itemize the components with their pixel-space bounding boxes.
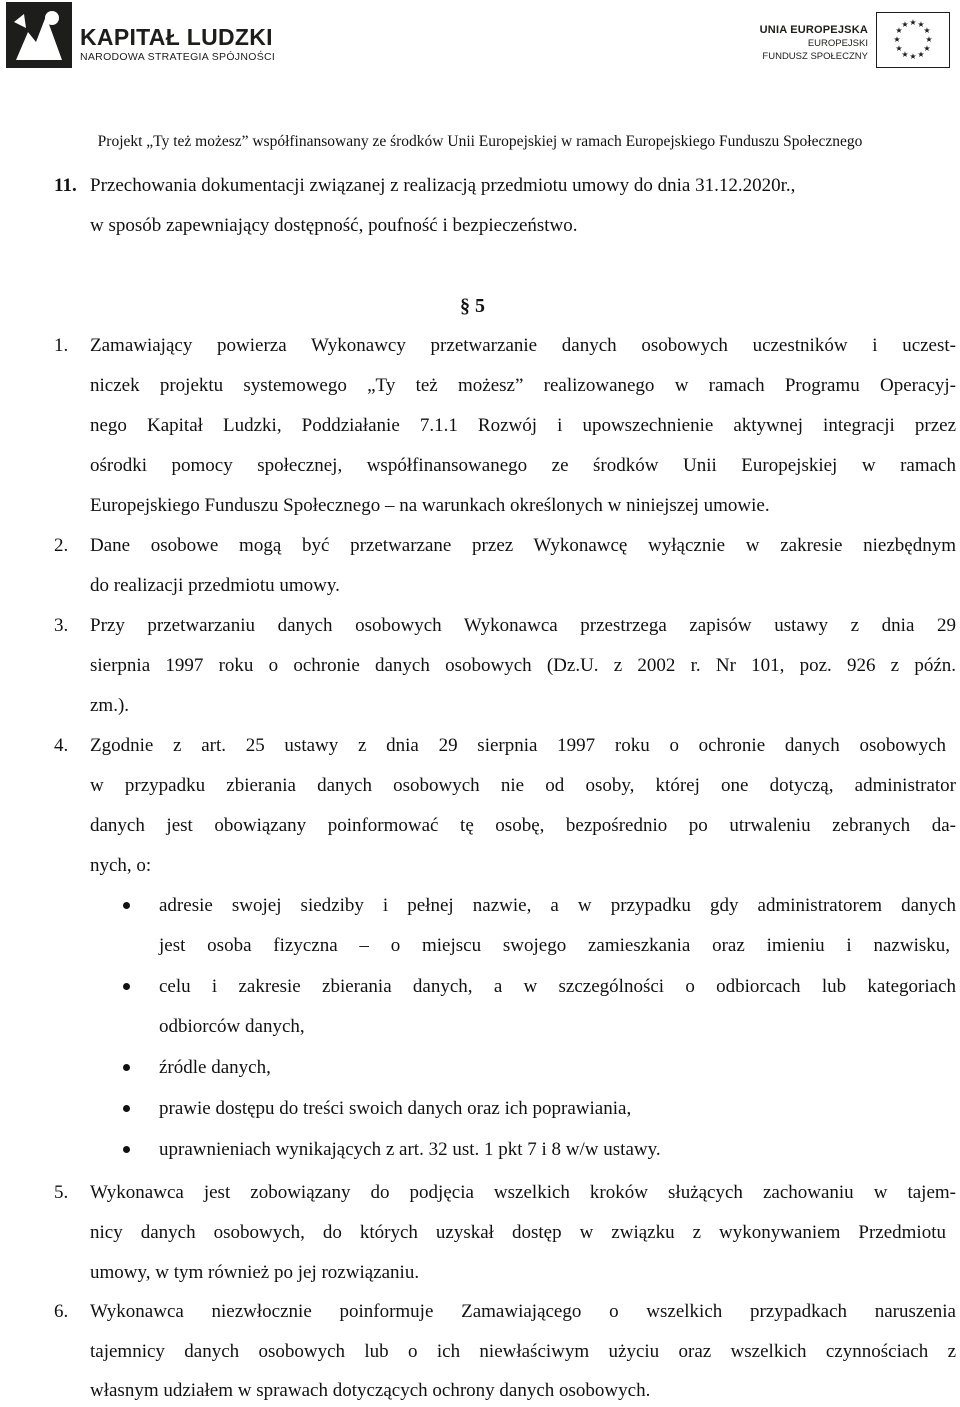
text-line: nego Kapitał Ludzki, Poddziałanie 7.1.1 Rozwój i upowszechnienie aktywnej integracji przez [90,415,956,436]
bullet-text-line: źródle danych, [159,1057,271,1078]
text-line: Wykonawca jest zobowiązany do podjęcia wszelkich kroków służących zachowaniu w tajem- [90,1182,956,1203]
text-line: nicy danych osobowych, do których uzyskał dostęp w związku z wykonywaniem Przedmiotu [90,1222,946,1243]
text-line: Dane osobowe mogą być przetwarzane przez Wykonawcę wyłącznie w zakresie niezbędnym [90,535,956,556]
eu-line-3: FUNDUSZ SPOŁECZNY [762,51,868,62]
kapital-ludzki-title: KAPITAŁ LUDZKI [80,24,273,50]
text-line: Zamawiający powierza Wykonawcy przetwarzanie danych osobowych uczestników i uczest- [90,335,956,356]
text-line: Zgodnie z art. 25 ustawy z dnia 29 sierpnia 1997 roku o ochronie danych osobowych [90,735,946,756]
svg-text:★: ★ [909,52,917,61]
item-number: 4. [54,735,69,756]
svg-text:★: ★ [895,44,903,53]
eu-flag-icon [876,12,950,68]
svg-text:★: ★ [917,50,925,59]
item-number: 11. [54,175,77,196]
text-line: zm.). [90,695,130,716]
bullet-icon [123,1064,130,1071]
text-line: własnym udziałem w sprawach dotyczących ochrony danych osobowych. [90,1380,651,1401]
svg-text:★: ★ [917,20,925,29]
text-line: Przy przetwarzaniu danych osobowych Wykonawca przestrzega zapisów ustawy z dnia 29 [90,615,956,636]
svg-text:★: ★ [893,35,901,44]
item-number: 2. [54,535,69,556]
bullet-text-line: uprawnieniach wynikających z art. 32 ust. 1 pkt 7 i 8 w/w ustawy. [159,1139,661,1160]
item-number: 1. [54,335,69,356]
text-line: Wykonawca niezwłocznie poinformuje Zamawiającego o wszelkich przypadkach naruszenia [90,1301,956,1322]
bullet-text-line: odbiorców danych, [159,1016,305,1037]
text-line: ośrodki pomocy społecznej, współfinansowanego ze środków Unii Europejskiej w ramach [90,455,956,476]
project-line: Projekt „Ty też możesz” współfinansowany ze środków Unii Europejskiej w ramach Europejskiego Funduszu Społecznego [97,133,863,150]
svg-text:★: ★ [901,50,909,59]
text-line: Przechowania dokumentacji związanej z realizacją przedmiotu umowy do dnia 31.12.2020r., [90,175,796,196]
text-line: tajemnicy danych osobowych lub o ich niewłaściwym użyciu oraz wszelkich czynnościach z [90,1341,956,1362]
section-heading: § 5 [460,295,485,317]
svg-text:★: ★ [923,44,931,53]
svg-text:★: ★ [909,18,917,27]
svg-text:★: ★ [901,20,909,29]
bullet-text-line: jest osoba fizyczna – o miejscu swojego zamieszkania oraz imieniu i nazwisku, [159,935,950,956]
bullet-icon [123,1146,130,1153]
svg-text:★: ★ [923,26,931,35]
text-line: w przypadku zbierania danych osobowych nie od osoby, której one dotyczą, administrator [90,775,956,796]
bullet-text-line: celu i zakresie zbierania danych, a w szczególności o odbiorcach lub kategoriach [159,976,956,997]
text-line: danych jest obowiązany poinformować tę osobę, bezpośrednio po utrwaleniu zebranych da- [90,815,956,836]
text-line: nych, o: [90,855,152,876]
bullet-text-line: adresie swojej siedziby i pełnej nazwie, a w przypadku gdy administratorem danych [159,895,956,916]
text-line: sierpnia 1997 roku o ochronie danych osobowych (Dz.U. z 2002 r. Nr 101, poz. 926 z późn. [90,655,956,676]
bullet-icon [123,1105,130,1112]
page-header [0,0,960,150]
item-number: 6. [54,1301,69,1322]
svg-text:★: ★ [925,35,933,44]
text-line: umowy, w tym również po jej rozwiązaniu. [90,1262,420,1283]
bullet-text-line: prawie dostępu do treści swoich danych oraz ich poprawiania, [159,1098,632,1119]
bullet-icon [123,902,130,909]
text-line: do realizacji przedmiotu umowy. [90,575,340,596]
eu-line-1: UNIA EUROPEJSKA [759,24,868,36]
item-number: 3. [54,615,69,636]
svg-text:★: ★ [895,26,903,35]
kapital-ludzki-subtitle: NARODOWA STRATEGIA SPÓJNOŚCI [80,51,276,63]
eu-logo-text [760,24,868,63]
text-line: Europejskiego Funduszu Społecznego – na warunkach określonych w niniejszej umowie. [90,495,770,516]
eu-line-2: EUROPEJSKI [807,38,868,49]
text-line: niczek projektu systemowego „Ty też możesz” realizowanego w ramach Programu Operacyj- [90,375,956,396]
bullet-icon [123,983,130,990]
text-line: w sposób zapewniający dostępność, poufność i bezpieczeństwo. [90,215,578,236]
item-number: 5. [54,1182,69,1203]
kapital-ludzki-logo-icon [6,2,72,68]
